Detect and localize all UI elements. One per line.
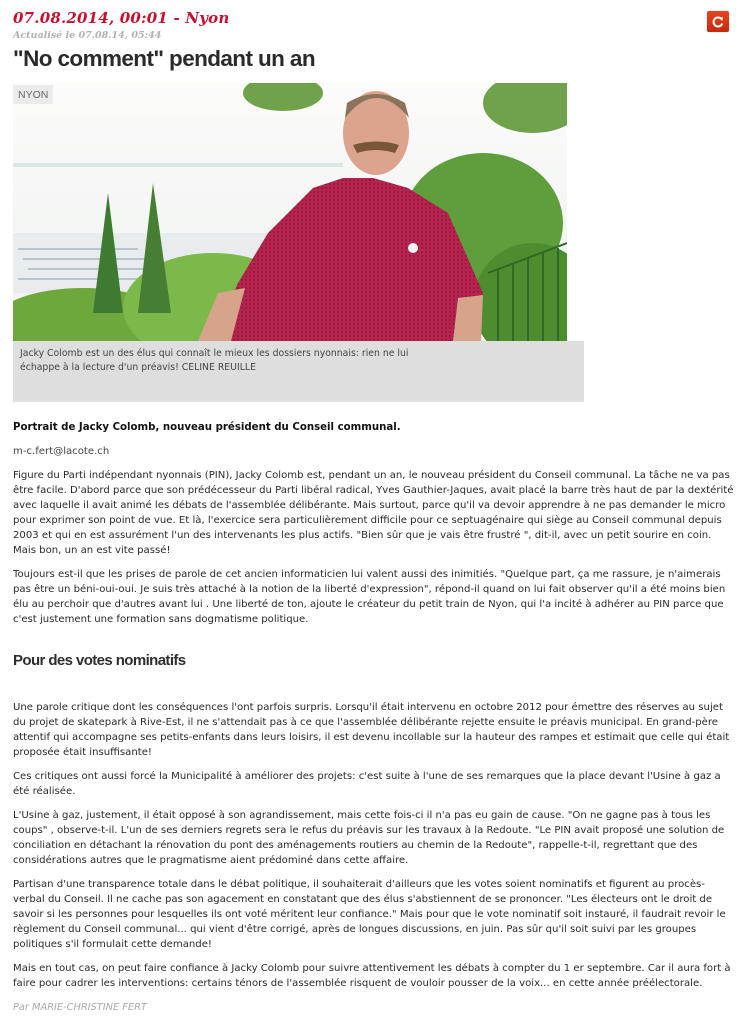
article-figure <box>13 83 584 402</box>
paragraph: Une parole critique dont les conséquences l'ont parfois surpris. Lorsqu'il était intervenu en octobre 2012 pour émettre des réserves au sujet du projet de skatepark à Rive-Est, il ne s'attendait pas à ce que l'assemblée délibérante rejette ensuite le préavis municipal. En grand-père attentif qui accompagne ses petits-enfants dans leurs loisirs, il est devenu incollable sur la hauteur des rampes et estimait que celle qui était proposée était insuffisante! <box>13 702 730 758</box>
section-heading: Pour des votes nominatifs <box>13 652 186 669</box>
refresh-button[interactable] <box>707 11 729 32</box>
paragraph: Toujours est-il que les prises de parole de cet ancien informaticien lui valent aussi des inimitiés. "Quelque part, ça me rassure, je n'aimerais pas être un béni-oui-oui. Je suis très attaché à la notion de la liberté d'expression", répond-il quand on lui fait observer qu'il a été moins bien élu au perchoir que d'autres avant lui . Une liberté de ton, ajoute le créateur du petit train de Nyon, qui l'a incité à adhérer au PIN parce que c'est justement une formation sans dogmatisme politique. <box>13 569 726 625</box>
caption-text: Jacky Colomb est un des élus qui connaît le mieux les dossiers nyonnais: rien ne lui échappe à la lecture d'un préavis! CELINE REUILLE <box>20 348 409 373</box>
article-photo[interactable] <box>13 83 567 341</box>
author-byline: Par MARIE-CHRISTINE FERT <box>13 1002 147 1013</box>
portrait-photo <box>13 83 567 341</box>
article-body <box>13 420 735 1015</box>
paragraph: L'Usine à gaz, justement, il était opposé à son agrandissement, mais cette fois-ci il n'a pas eu gain de cause. "On ne gagne pas à tous les coups" , observe-t-il. L'un de ses derniers regrets sera le refus du préavis sur les travaux à la Redoute. "Le PIN avait proposé une solution de conciliation en détachant la rénovation du pont des aménagements routiers au chemin de la Redoute", rappelle-t-il, regrettant que des considérations autres que le pragmatisme aient prédominé dans cette affaire. <box>13 810 725 866</box>
article-title: "No comment" pendant un an <box>13 46 315 71</box>
updated-timestamp: Actualisé le 07.08.14, 05:44 <box>13 30 162 41</box>
author-email[interactable]: m-c.fert@lacote.ch <box>13 446 110 457</box>
paragraph: Partisan d'une transparence totale dans le débat politique, il souhaiterait d'ailleurs que les votes soient nominatifs et figurent au procès-verbal du Conseil. Il ne cache pas son agacement en constatant que des élus s'abstiennent de se prononcer. "Les électeurs ont le droit de savoir si les personnes pour lesquelles ils ont voté méritent leur confiance." Mais pour que le vote nominatif soit instauré, il faudrait revoir le règlement du Conseil communal... qui vient d'être corrigé, après de longues discussions, en juin. Pas sûr qu'il soit suivi par les groupes politiques s'il formulait cette demande! <box>13 879 726 950</box>
paragraph: Mais en tout cas, on peut faire confiance à Jacky Colomb pour suivre attentivement les débats à compter du 1 er septembre. Car il aura fort à faire pour cadrer les interventions: certains ténors de l'assemblée risquent de vouloir pousser de la voix... en cette année préélectorale. <box>13 963 731 989</box>
article-lead: Portrait de Jacky Colomb, nouveau président du Conseil communal. <box>13 422 401 433</box>
refresh-icon <box>711 15 725 29</box>
paragraph: Ces critiques ont aussi forcé la Municipalité à améliorer des projets: c'est suite à l'une de ses remarques que la place devant l'Usine à gaz a été réalisée. <box>13 771 721 797</box>
photo-caption <box>13 341 584 402</box>
paragraph: Figure du Parti indépendant nyonnais (PIN), Jacky Colomb est, pendant un an, le nouveau président du Conseil communal. La tâche ne va pas être facile. D'abord parce que son prédécesseur du Parti libéral radical, Yves Gauthier-Jaques, avait placé la barre très haut de par la dextérité avec laquelle il avait animé les débats de l'assemblée délibérante. Mais surtout, parce qu'il va devoir apprendre à ne pas demander le micro pour exprimer son point de vue. Et là, l'exercice sera particulièrement difficile pour ce septuagénaire qui siège au Conseil communal depuis 2003 et qui en est assurément l'un des intervenants les plus actifs. "Bien sûr que je vais être frustré ", dit-il, avec un petit sourire en coin. Mais bon, un an est vite passé! <box>13 470 734 556</box>
location-tag: NYON <box>13 85 53 104</box>
article-dateline: 07.08.2014, 00:01 - Nyon <box>13 9 230 27</box>
